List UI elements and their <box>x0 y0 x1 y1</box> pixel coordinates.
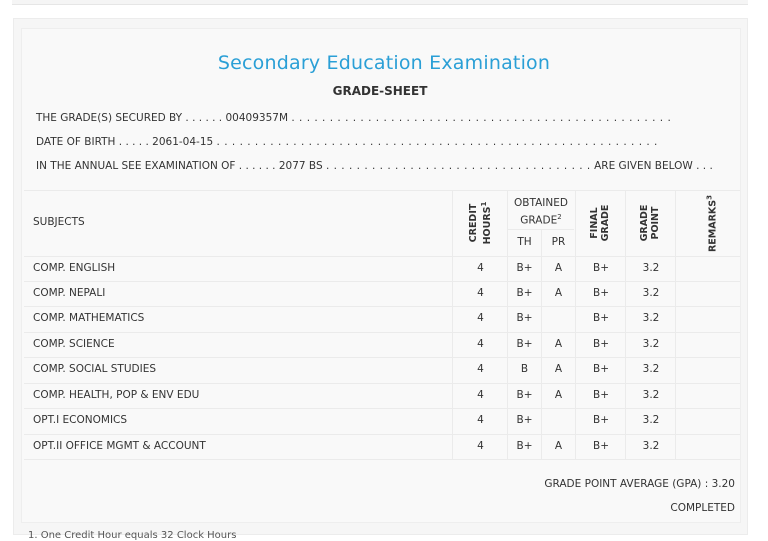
gpa-value: 3.20 <box>711 478 735 490</box>
cell-final: B+ <box>592 389 609 401</box>
subject-name: COMP. SCIENCE <box>33 338 115 350</box>
table-row <box>24 256 740 281</box>
table-row <box>24 383 740 408</box>
header-pr: PR <box>551 236 566 248</box>
table-top-border <box>24 190 740 191</box>
table-row <box>24 408 740 433</box>
grade-secured-line <box>36 112 671 124</box>
header-remarks: REMARKS$^3$ <box>705 195 719 253</box>
symbol-number: 00409357M <box>225 112 289 124</box>
cell-pr: A <box>554 262 563 274</box>
cell-point: 3.2 <box>642 363 660 375</box>
cell-pr: A <box>554 440 563 452</box>
cell-credit: 4 <box>477 312 484 324</box>
exam-year: 2077 BS <box>278 160 323 172</box>
cell-final: B+ <box>592 363 609 375</box>
dob-label: DATE OF BIRTH . . . . . <box>36 136 149 148</box>
cell-point: 3.2 <box>642 338 660 350</box>
cell-th: B+ <box>516 440 533 452</box>
cell-pr: A <box>554 363 563 375</box>
subject-name: OPT.II OFFICE MGMT & ACCOUNT <box>33 440 206 452</box>
cell-point: 3.2 <box>642 389 660 401</box>
cell-th: B+ <box>516 262 533 274</box>
cell-pr: A <box>554 389 563 401</box>
footnote: 1. One Credit Hour equals 32 Clock Hours <box>28 530 237 541</box>
subject-name: COMP. SOCIAL STUDIES <box>33 363 157 375</box>
cell-point: 3.2 <box>642 262 660 274</box>
cell-final: B+ <box>592 287 609 299</box>
cell-credit: 4 <box>477 414 484 426</box>
page-subtitle: GRADE-SHEET <box>332 84 428 98</box>
cell-final: B+ <box>592 414 609 426</box>
exam-label: IN THE ANNUAL SEE EXAMINATION OF . . . . . . <box>36 160 276 172</box>
page-title: Secondary Education Examination <box>217 52 551 74</box>
dot-leader: . . . . . . . . . . . . . . . . . . . . . . . . . . . . . . . . . . . . . . . . . . . . . . . . . . . . . . . . . . <box>216 136 658 148</box>
subject-name: COMP. HEALTH, POP & ENV EDU <box>33 389 200 401</box>
cell-point: 3.2 <box>642 312 660 324</box>
gpa-label: GRADE POINT AVERAGE (GPA) : <box>544 478 709 490</box>
cell-final: B+ <box>592 262 609 274</box>
table-row <box>24 306 740 331</box>
header-credit-hours: CREDIT HOURS$^1$ <box>468 201 494 245</box>
gpa-summary <box>544 478 735 490</box>
table-row <box>24 434 740 459</box>
subject-name: COMP. ENGLISH <box>33 262 116 274</box>
header-th: TH <box>517 236 532 248</box>
table-row <box>24 332 740 357</box>
table-row <box>24 357 740 382</box>
cell-pr: A <box>554 338 563 350</box>
cell-th: B+ <box>516 312 533 324</box>
dob-line <box>36 136 658 148</box>
cell-credit: 4 <box>477 440 484 452</box>
header-final-grade: FINAL GRADE <box>589 204 611 242</box>
cell-final: B+ <box>592 440 609 452</box>
header-subjects: SUBJECTS <box>33 216 85 228</box>
cell-th: B+ <box>516 338 533 350</box>
dot-leader: . . . . . . . . . . . . . . . . . . . . . . . . . . . . . . . . . . . . . . . . . . . . . . . . . . <box>291 112 672 124</box>
top-strip <box>12 0 748 5</box>
dot-leader: . . . . . . . . . . . . . . . . . . . . . . . . . . . . . . . . . . . <box>325 160 591 172</box>
cell-th: B <box>520 363 529 375</box>
subject-name: COMP. NEPALI <box>33 287 106 299</box>
cell-credit: 4 <box>477 287 484 299</box>
exam-line <box>36 160 713 172</box>
cell-point: 3.2 <box>642 440 660 452</box>
header-obtained-grade: OBTAINED GRADE$^2$ <box>514 197 568 227</box>
table-bottom-border <box>24 459 740 460</box>
table-row <box>24 281 740 306</box>
dob-value: 2061-04-15 <box>152 136 214 148</box>
cell-credit: 4 <box>477 262 484 274</box>
cell-final: B+ <box>592 338 609 350</box>
cell-final: B+ <box>592 312 609 324</box>
header-grade-point: GRADE POINT <box>639 204 661 242</box>
cell-th: B+ <box>516 389 533 401</box>
cell-credit: 4 <box>477 338 484 350</box>
grade-secured-label: THE GRADE(S) SECURED BY . . . . . . <box>36 112 223 124</box>
result-status: COMPLETED <box>670 502 735 514</box>
cell-th: B+ <box>516 414 533 426</box>
subject-name: COMP. MATHEMATICS <box>33 312 145 324</box>
given-below-label: ARE GIVEN BELOW . . . <box>594 160 713 172</box>
cell-credit: 4 <box>477 363 484 375</box>
cell-th: B+ <box>516 287 533 299</box>
cell-point: 3.2 <box>642 414 660 426</box>
cell-pr: A <box>554 287 563 299</box>
subject-name: OPT.I ECONOMICS <box>33 414 128 426</box>
cell-point: 3.2 <box>642 287 660 299</box>
cell-credit: 4 <box>477 389 484 401</box>
